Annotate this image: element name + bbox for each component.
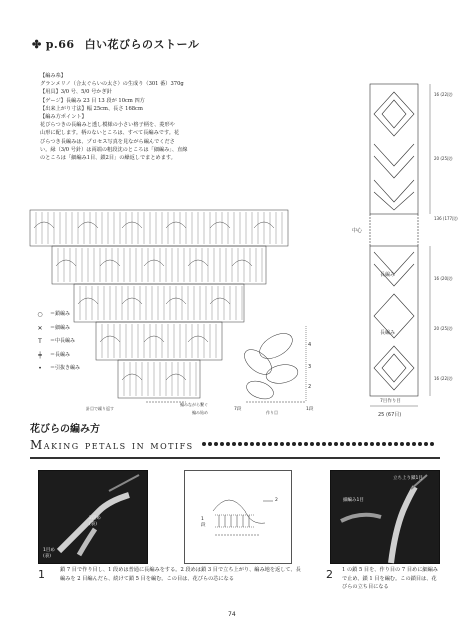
step-1-photo	[38, 470, 148, 564]
photo-label: 立ち上り鎖1目	[393, 476, 423, 481]
row-7-label: 7段	[234, 407, 242, 412]
step-2-photo	[330, 470, 440, 564]
start-chain-label: 7目作り目	[380, 399, 401, 404]
pattern-title: 白い花びらのストール	[84, 38, 200, 51]
width-label: 25 (67目)	[378, 412, 402, 418]
step-diagram-box	[184, 470, 292, 564]
center-label: 中心	[352, 228, 363, 234]
page-number: 74	[228, 611, 236, 618]
dim-label: 20 (25段)	[434, 156, 453, 161]
photo-label: 1目め (表)	[43, 548, 55, 559]
specs-yarn: グランメリノ（合太ぐらいの太さ）の生成り（301 番）370g	[40, 81, 184, 88]
row-3-label: 3	[308, 364, 312, 370]
specs-point-line: のところは「細編み1目、鎖2目」の繰返しでまとめます。	[40, 155, 176, 162]
section-heading-jp: 花びらの編み方	[30, 424, 100, 435]
row-1-label: 1段	[306, 407, 314, 412]
petal-diagram	[236, 306, 326, 416]
arrow-label: 2	[275, 498, 278, 503]
dim-label: 16 (22段)	[434, 376, 453, 381]
specs-point-line: びらつき長編みは、プロセス写真を見ながら編んでくださ	[40, 138, 175, 145]
legend-chain: ○ ＝鎖編み	[34, 308, 80, 322]
photo-label: 2段め (表)	[89, 516, 101, 527]
legend-half-double: T ＝中長編み	[34, 335, 80, 349]
page-reference: p.66	[45, 38, 75, 51]
legend-slip: • ＝引抜き編み	[34, 362, 80, 376]
specs-point-line: 花びらつきの長編みと透し模様の小さい格子柄を、菱形や	[40, 122, 175, 129]
dim-label: 136 (177段)	[434, 216, 458, 221]
page-title	[32, 36, 199, 52]
yarn-photo-graphic	[331, 471, 439, 563]
specs-yarn-heading: 【編み糸】	[40, 73, 66, 79]
specs-points-heading: 【編み方ポイント】	[40, 114, 87, 121]
flower-mark-icon: ✤	[32, 38, 42, 51]
dim-label: 16 (22段)	[434, 92, 453, 97]
body-label: 長編み	[380, 330, 396, 336]
step-number: 1	[38, 568, 45, 581]
specs-tools: 【用具】3/0 号、5/0 号かぎ針	[40, 89, 112, 96]
chart-side-label-a: 針目で繰り返す	[86, 406, 114, 411]
double-crochet-icon: ╪	[38, 351, 42, 359]
single-crochet-icon: ✕	[37, 324, 43, 332]
step-caption: 鎖 7 目で作り目し、1 段めは普通に長編みをする。2 段めは鎖 3 目で立ち上がり、編み地を返して、長編みを 2 目編んだら、続けて鎖 5 目を編む。この目は、花びらの芯になる	[60, 567, 301, 582]
chart-start-label: 編み始め	[192, 410, 208, 415]
step-caption: 1 の鎖 5 目を、作り目の 7 目めに細編みで止め、鎖 1 目を編む。この鎖目は、花びらの立ち目になる	[342, 567, 438, 590]
dim-label: 16 (20段)	[434, 276, 453, 281]
slip-stitch-icon: •	[38, 365, 42, 372]
section-divider	[30, 457, 440, 459]
row-4-label: 4	[308, 342, 312, 348]
dim-label: 20 (25段)	[434, 326, 453, 331]
pattern-specs	[40, 72, 275, 162]
start-chain-label: 作り目	[266, 410, 278, 415]
row-2-label: 2	[308, 384, 312, 390]
half-double-crochet-icon: T	[38, 338, 42, 345]
legend-double: ╪ ＝長編み	[34, 349, 80, 363]
specs-point-line: 山形に配します。柄のないところは、すべて長編みです。花	[40, 130, 180, 137]
chain-stitch-icon: ○	[37, 311, 43, 318]
specs-size: 【出来上がり寸法】幅 25cm、長さ 168cm	[40, 105, 143, 112]
legend-single-crochet: ✕ ＝細編み	[34, 322, 80, 336]
specs-gauge: 【ゲージ】長編み 23 目 13 段が 10cm 四方	[40, 97, 145, 104]
row-label: 1 段	[201, 517, 206, 528]
stole-schematic	[350, 80, 458, 420]
specs-point-line: い。縁（3/0 号針）は両端の粗段沈のところは「細編み」、直線	[40, 146, 188, 153]
chart-side-label-b: 編みながら繋ぐ	[180, 402, 208, 407]
step-number: 2	[326, 568, 333, 581]
decorative-dots	[200, 440, 440, 448]
body-label-2: 長編み	[380, 272, 396, 278]
stitch-legend	[34, 308, 80, 376]
section-heading-en: Making petals in motifs	[30, 438, 194, 452]
photo-label: 細編み1目	[343, 498, 364, 503]
